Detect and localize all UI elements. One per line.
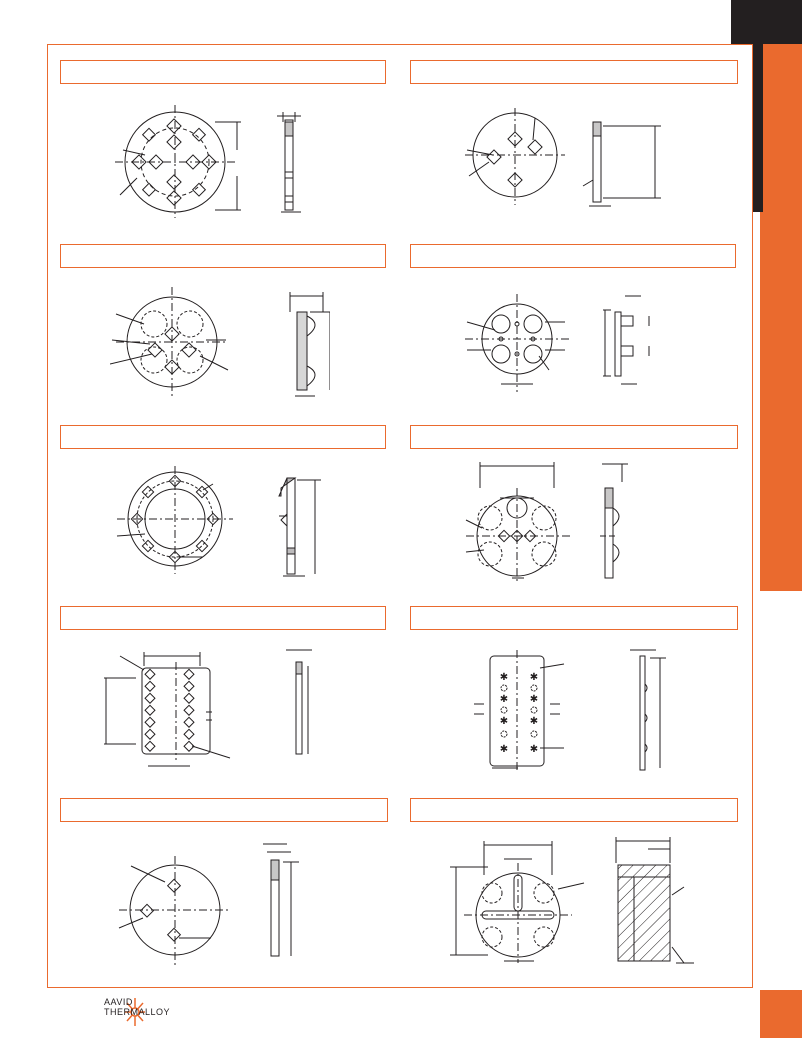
section-header-5 <box>60 425 386 449</box>
section-header-4 <box>410 244 736 268</box>
section-header-2 <box>410 60 738 84</box>
corner-tab-dark <box>731 0 802 44</box>
section-header-3 <box>60 244 386 268</box>
brand-wordmark <box>104 997 170 1017</box>
section-header-9 <box>60 798 388 822</box>
side-tab-orange <box>760 44 802 591</box>
drawing-ring-pad-8-lead <box>115 462 325 582</box>
svg-text:✱: ✱ <box>529 672 539 683</box>
section-header-6 <box>410 425 738 449</box>
svg-text:✱: ✱ <box>499 716 509 727</box>
section-header-1 <box>60 60 386 84</box>
svg-text:✱: ✱ <box>499 744 509 755</box>
brand-line-1: AAVID <box>104 997 133 1007</box>
svg-text:✱: ✱ <box>529 744 539 755</box>
drawing-round-pad-10-lead <box>462 458 682 588</box>
drawing-round-pad-4-lead-circles <box>110 282 330 402</box>
svg-text:✱: ✱ <box>499 694 509 705</box>
side-tab-black <box>753 44 763 212</box>
page-number-tab <box>760 990 802 1038</box>
svg-text:✱: ✱ <box>529 694 539 705</box>
drawing-round-pad-4-lead <box>465 100 665 220</box>
drawing-round-pad-8-lead <box>115 100 315 220</box>
drawing-round-pad-4-lead-keyed <box>465 284 665 404</box>
section-header-10 <box>410 798 738 822</box>
section-header-7 <box>60 606 386 630</box>
svg-text:✱: ✱ <box>499 672 509 683</box>
brand-line-2: THERMALLOY <box>104 1007 171 1017</box>
section-header-8 <box>410 606 738 630</box>
drawing-round-pad-3-lead <box>115 838 315 968</box>
drawing-round-pad-3-lead-slotted <box>448 835 708 970</box>
drawing-rect-pad-14-lead <box>100 642 320 772</box>
svg-text:✱: ✱ <box>529 716 539 727</box>
drawing-rect-pad-16-lead <box>470 644 670 774</box>
